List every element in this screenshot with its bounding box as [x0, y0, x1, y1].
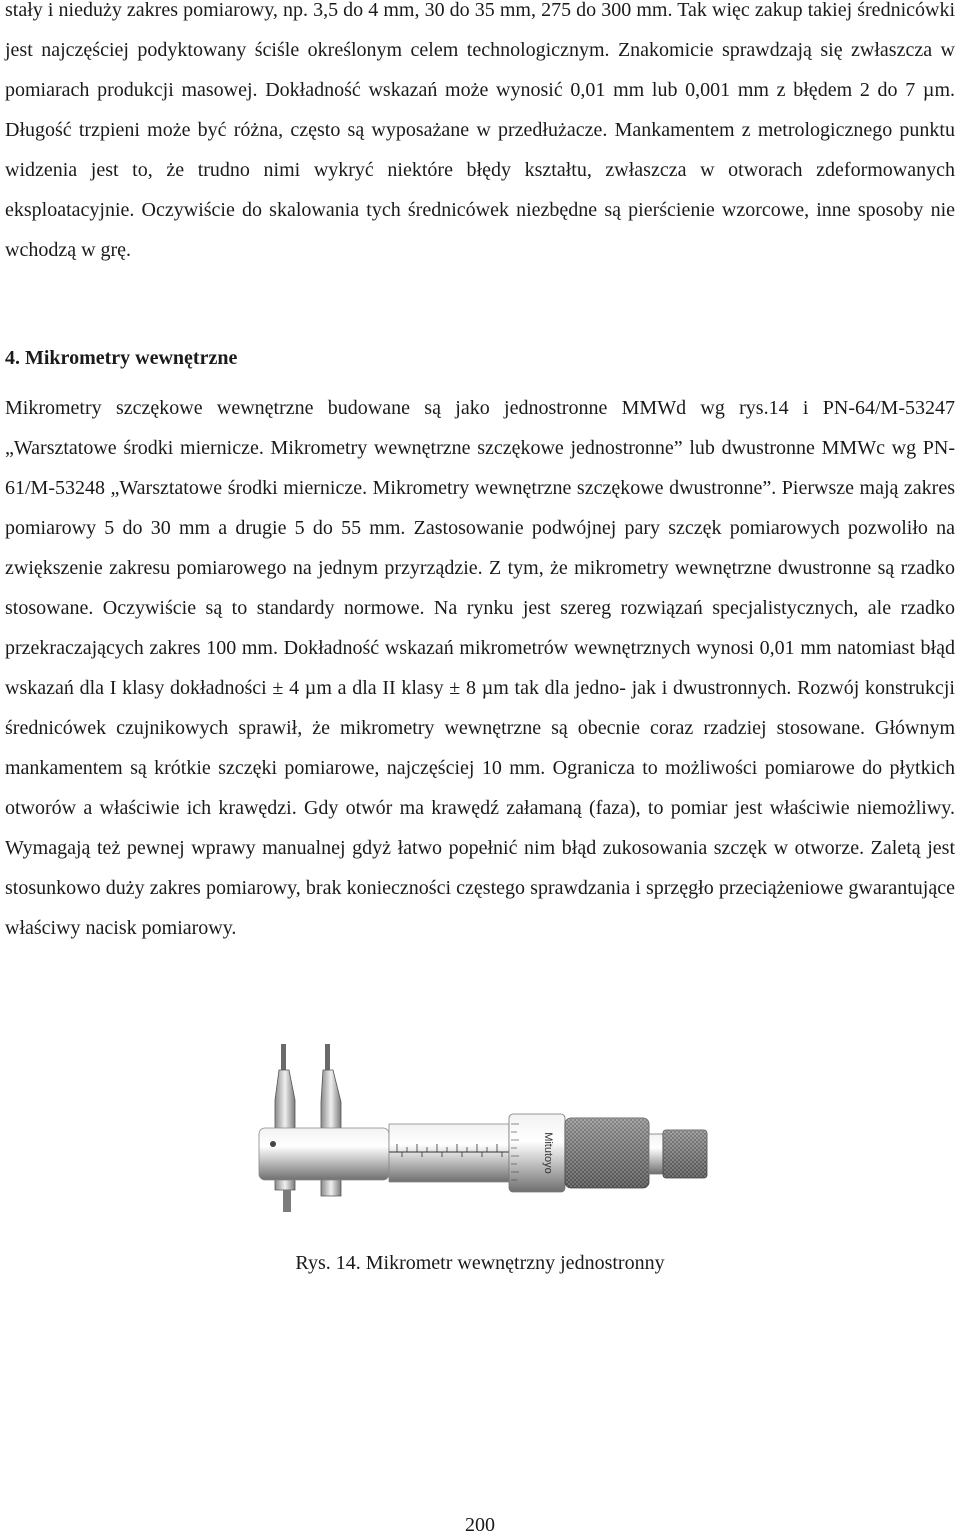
micrometer-illustration — [255, 1040, 715, 1220]
section-heading: 4. Mikrometry wewnętrzne — [5, 347, 238, 369]
body-paragraph: stały i niedużу zakres pomiarowy, np. 3,5 do 4 mm, 30 do 35 mm, 275 do 300 mm. Tak więc zakup takiej średnicówki jest najczęściej podyktowany ściśle określonym celem technologicznym. Znakomicie sprawdzają się zwłaszcza w pomiarach produkcji masowej. Dokładność wskazań może wynosić 0,01 mm lub 0,001 mm z błędem 2 do 7 µm. Długość trzpieni może być różna, często są wyposażane w przedłużacze. Mankamentem z metrologicznego punktu widzenia jest to, że trudno nimi wykryć niektóre błędy kształtu, zwłaszcza w otworach zdeformowanych eksploatacyjnie. Oczywiście do skalowania tych średnicówek niezbędne są pierścienie wzorcowe, inne sposoby nie wchodzą w grę. — [5, 0, 955, 261]
body-paragraph: Mikrometry szczękowe wewnętrzne budowane są jako jednostronne MMWd wg rys.14 i PN-64/M-53247 „Warsztatowe środki miernicze. Mikrometry wewnętrzne szczękowe jednostronne” lub dwustronne MMWc wg PN-61/M-53248 „Warsztatowe środki miernicze. Mikrometry wewnętrzne szczękowe dwustronne”. Pierwsze mają zakres pomiarowy 5 do 30 mm a drugie 5 do 55 mm. Zastosowanie podwójnej pary szczęk pomiarowych pozwoliło na zwiększenie zakresu pomiarowego na jednym przyrządzie. Z tym, że mikrometry wewnętrzne dwustronne są rzadko stosowane. Oczywiście są to standardy normowe. Na rynku jest szereg rozwiązań specjalistycznych, ale rzadko przekraczających zakres 100 mm. Dokładność wskazań mikrometrów wewnętrznych wynosi 0,01 mm natomiast błąd wskazań dla I klasy dokładności ± 4 µm a dla II klasy ± 8 µm tak dla jedno- jak i dwustronnych. Rozwój konstrukcji średnicówek czujnikowych sprawił, że mikrometry wewnętrzne są obecnie coraz rzadziej stosowane. Głównym mankamentem są krótkie szczęki pomiarowe, najczęściej 10 mm. Ogranicza to możliwości pomiarowe do płytkich otworów a właściwie ich krawędzi. Gdy otwór ma krawędź załamaną (faza), to pomiar jest właściwie niemożliwy. Wymagają też pewnej wprawy manualnej gdyż łatwo popełnić nim błąd zukosowania szczęk w otworze. Zaletą jest stosunkowo duży zakres pomiarowy, brak konieczności częstego sprawdzania i sprzęgło przeciążeniowe gwarantujące właściwy nacisk pomiarowy. — [5, 397, 955, 939]
figure-caption: Rys. 14. Mikrometr wewnętrzny jednostronny — [295, 1252, 665, 1274]
spindle-body — [259, 1128, 389, 1180]
ratchet-collar — [649, 1134, 663, 1174]
page-number: 200 — [465, 1514, 495, 1536]
screw-icon — [270, 1141, 276, 1147]
brand-label: Mitutoyo — [542, 1132, 554, 1174]
micrometer-figure — [255, 1040, 715, 1220]
sleeve-scale — [389, 1124, 509, 1182]
thimble — [509, 1114, 565, 1192]
